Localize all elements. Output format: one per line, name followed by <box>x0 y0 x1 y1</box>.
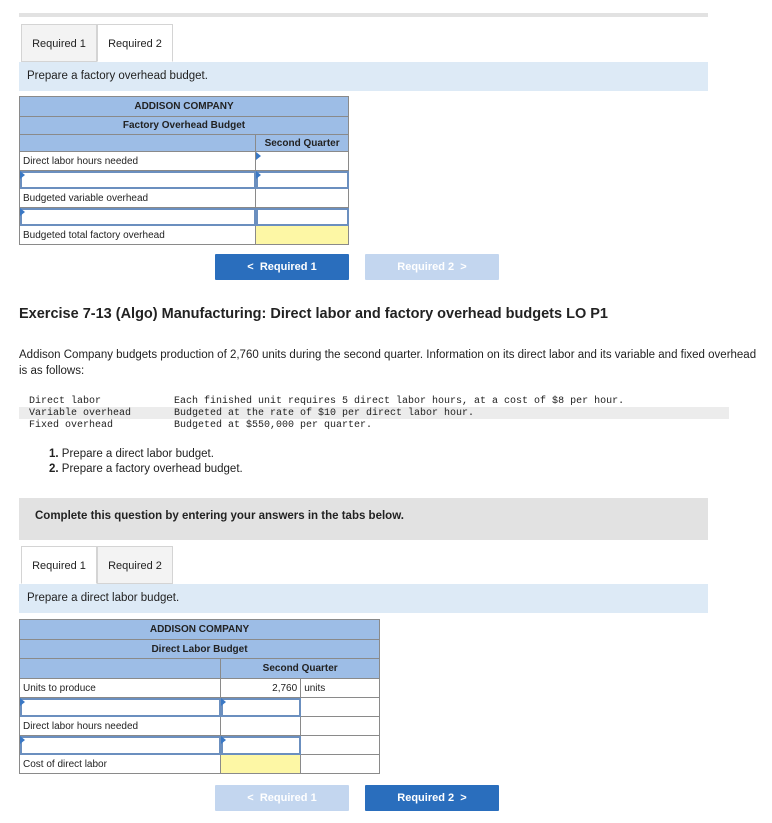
fo-budget-title: Factory Overhead Budget <box>20 117 349 135</box>
next-button-label: Required 2 <box>397 261 455 273</box>
dl-blank-value-input-1[interactable] <box>221 698 301 717</box>
fo-blank-value-input-2[interactable] <box>256 208 349 226</box>
dl-hours-input[interactable] <box>221 717 301 736</box>
direct-labor-budget-table <box>19 619 380 774</box>
dl-units-value: 2,760 <box>221 679 301 698</box>
dl-budget-title: Direct Labor Budget <box>20 640 380 659</box>
tab-required-1-top[interactable]: Required 1 <box>21 24 97 62</box>
dl-cost-label: Cost of direct labor <box>20 755 221 774</box>
info-text-fixed-overhead: Budgeted at $550,000 per quarter. <box>174 420 373 431</box>
chevron-left-icon: < <box>247 792 254 804</box>
prev-button-label: Required 1 <box>259 792 317 804</box>
chevron-left-icon: < <box>247 261 254 273</box>
fo-row-variable-label: Budgeted variable overhead <box>20 189 256 208</box>
next-required-2-button-bottom[interactable] <box>365 785 499 811</box>
dl-blank-unit-2 <box>301 736 380 755</box>
top-divider <box>19 13 708 17</box>
dl-hours-label: Direct labor hours needed <box>20 717 221 736</box>
requirement-2-text: Prepare a factory overhead budget. <box>61 463 243 475</box>
next-button-label: Required 2 <box>397 792 455 804</box>
info-text-variable-overhead: Budgeted at the rate of $10 per direct labor hour. <box>174 408 475 419</box>
dl-blank-unit-1 <box>301 698 380 717</box>
exercise-paragraph: Addison Company budgets production of 2,760 units during the second quarter. Information on its direct labor and its variable and fixed overhead is as follows: <box>19 349 757 377</box>
requirement-2-num: 2. <box>49 463 59 475</box>
fo-blank-value-input-1[interactable] <box>256 171 349 189</box>
dl-cost-unit <box>301 755 380 774</box>
fo-row-dl-hours-label: Direct labor hours needed <box>20 152 256 171</box>
req1-instruction: Prepare a direct labor budget. <box>19 584 708 613</box>
requirement-1 <box>49 448 214 460</box>
dl-blank-value-input-2[interactable] <box>221 736 301 755</box>
tab-required-2-bottom[interactable]: Required 2 <box>97 546 173 584</box>
info-text-direct-labor: Each finished unit requires 5 direct labor hours, at a cost of $8 per hour. <box>174 396 625 407</box>
fo-column-header: Second Quarter <box>256 135 349 152</box>
requirement-1-text: Prepare a direct labor budget. <box>61 448 214 460</box>
dl-units-label: Units to produce <box>20 679 221 698</box>
dl-blank-label-input-2[interactable] <box>20 736 221 755</box>
fo-blank-label-input-2[interactable] <box>20 208 256 226</box>
next-required-2-button-top[interactable] <box>365 254 499 280</box>
prev-button-label: Required 1 <box>259 261 317 273</box>
req2-instruction: Prepare a factory overhead budget. <box>19 62 708 91</box>
chevron-right-icon: > <box>460 261 467 273</box>
exercise-title: Exercise 7-13 (Algo) Manufacturing: Direct labor and factory overhead budgets LO P1 <box>19 306 608 322</box>
requirement-1-num: 1. <box>49 448 59 460</box>
dl-column-header: Second Quarter <box>221 659 380 679</box>
dl-hours-unit <box>301 717 380 736</box>
fo-blank-label-input-1[interactable] <box>20 171 256 189</box>
info-label-fixed-overhead: Fixed overhead <box>29 420 114 431</box>
chevron-right-icon: > <box>460 792 467 804</box>
fo-row-total-label: Budgeted total factory overhead <box>20 226 256 245</box>
dl-units-unit: units <box>301 679 380 698</box>
fo-company-name: ADDISON COMPANY <box>20 97 349 117</box>
prev-required-1-button-top[interactable] <box>215 254 349 280</box>
dl-company-name: ADDISON COMPANY <box>20 620 380 640</box>
complete-instruction: Complete this question by entering your answers in the tabs below. <box>19 498 708 540</box>
tab-required-1-bottom[interactable]: Required 1 <box>21 546 97 584</box>
fo-total-input[interactable] <box>256 226 349 245</box>
tab-required-2-top[interactable]: Required 2 <box>97 24 173 62</box>
fo-dl-hours-input[interactable] <box>256 152 349 171</box>
fo-variable-input[interactable] <box>256 189 349 208</box>
dl-blank-label-input-1[interactable] <box>20 698 221 717</box>
info-label-direct-labor: Direct labor <box>29 396 102 407</box>
factory-overhead-budget-table <box>19 96 349 245</box>
prev-required-1-button-bottom[interactable] <box>215 785 349 811</box>
requirement-2 <box>49 463 243 475</box>
info-label-variable-overhead: Variable overhead <box>29 408 132 419</box>
dl-cost-input[interactable] <box>221 755 301 774</box>
